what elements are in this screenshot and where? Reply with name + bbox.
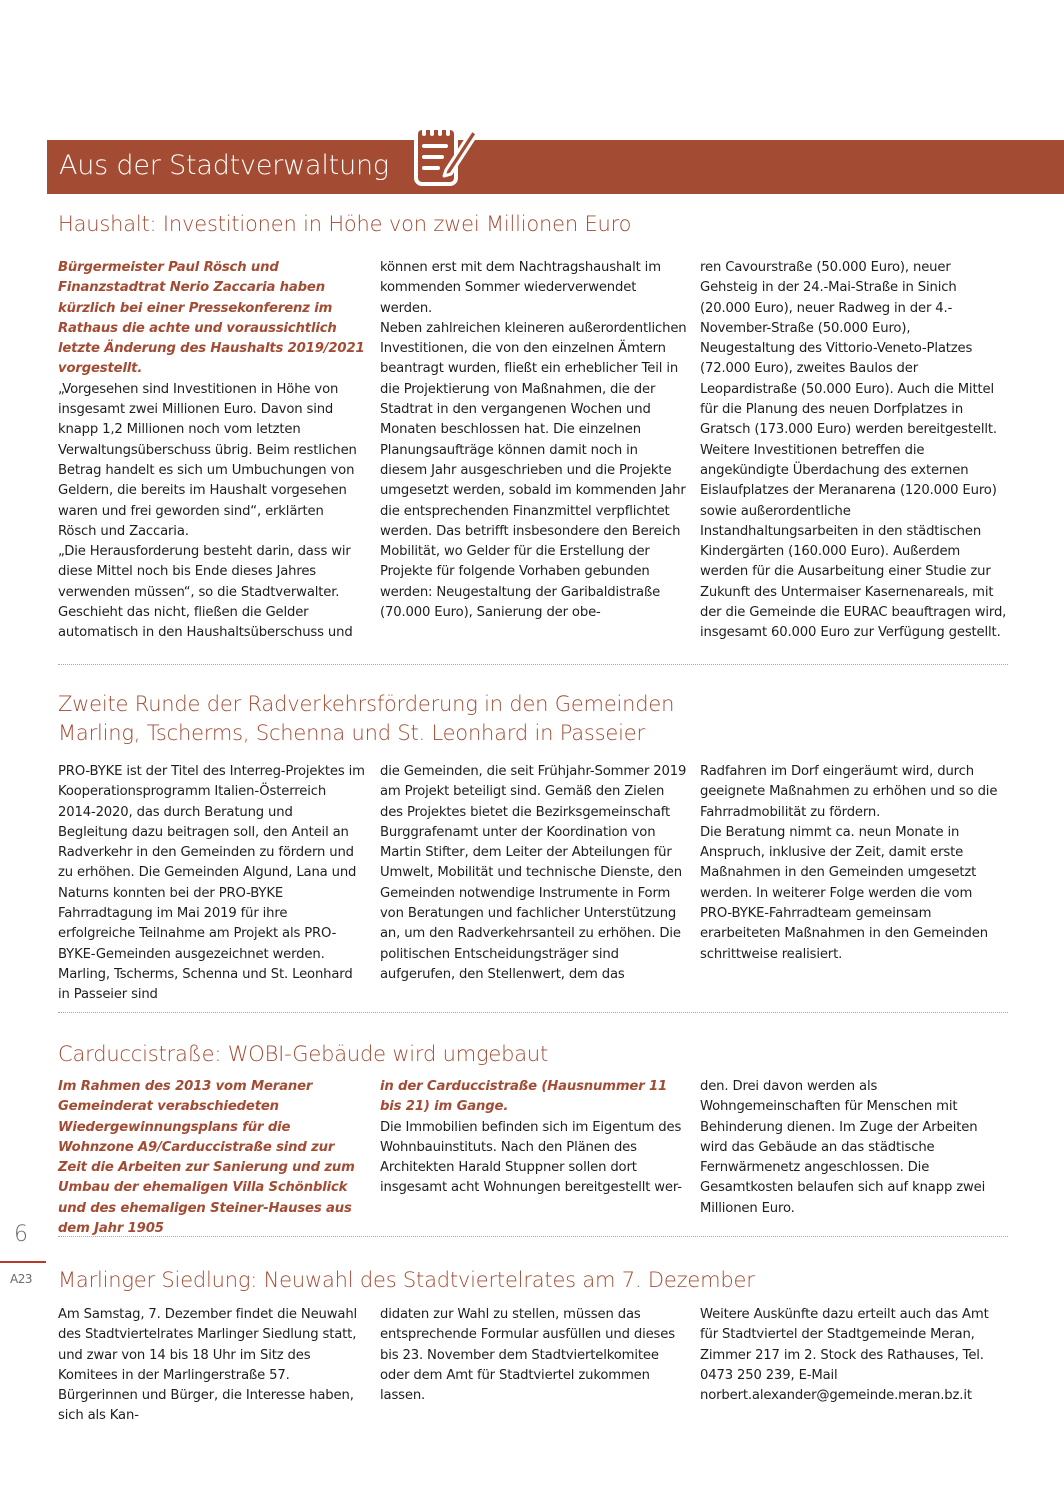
article-budget <box>58 210 1008 641</box>
article-paragraph: Radfahren im Dorf eingeräumt wird, durch geeignete Maßnahmen zu erhöhen und so die Fahrradmobilität zu fördern. <box>700 764 998 820</box>
article-column <box>700 1305 1008 1406</box>
article-column <box>700 258 1008 644</box>
article-paragraph: ren Cavourstraße (50.000 Euro), neuer Gehsteig in der 24.-Mai-Straße in Sinich (20.000 Euro), neuer Radweg in der 4.-November-Straße (50.000 Euro), Neugestaltung des Vittorio-Veneto-Platzes (72.000 Euro), zweites Baulos der Leopardistraße (50.000 Euro). Auch die Mittel für die Planung des neuen Dorfplatzes in Gratsch (173.000 Euro) werden bereitgestellt. Weitere Investitionen betreffen die angekündigte Überdachung des externen Eislaufplatzes der Meranarena (120.000 Euro) sowie außerordentliche Instandhaltungsarbeiten in den städtischen Kindergärten (160.000 Euro). Außerdem werden für die Ausarbeitung einer Studie zur Zukunft des Untermaiser Kasernenareals, mit der die Gemeinde die EURAC beauftragen wird, insgesamt 60.000 Euro zur Verfügung gestellt. <box>700 260 1007 641</box>
page-code: A23 <box>10 1272 32 1286</box>
section-banner <box>47 140 1064 194</box>
article-paragraph: Am Samstag, 7. Dezember findet die Neuwahl des Stadtviertelrates Marlinger Siedlung statt, und zwar von 14 bis 18 Uhr im Sitz des Komitees in der Marlingerstraße 57. Bürgerinnen und Bürger, die Interesse haben, sich als Kan- <box>58 1307 358 1424</box>
notepad-pencil-icon <box>410 112 480 192</box>
article-lead: in der Carduccistraße (Hausnummer 11 bis 21) im Gange. <box>380 1079 668 1115</box>
divider <box>58 1012 1008 1013</box>
article-title <box>58 690 1008 748</box>
article-title-line: Zweite Runde der Radverkehrsförderung in den Gemeinden <box>58 692 675 716</box>
article-paragraph: Weitere Auskünfte dazu erteilt auch das Amt für Stadtviertel der Stadtgemeinde Meran, Zimmer 217 im 2. Stock des Rathauses, Tel. 0473 250 239, E-Mail norbert.alexander@gemeinde.meran.bz.it <box>700 1307 989 1404</box>
article-lead: Im Rahmen des 2013 vom Meraner Gemeinderat verabschiedeten Wiedergewinnungsplans für die Wohnzone A9/Carduccistraße sind zur Zeit die Arbeiten zur Sanierung und zum Umbau der ehemaligen Villa Schönblick und des ehemaligen Steiner-Hauses aus dem Jahr 1905 <box>58 1079 355 1237</box>
article-election <box>58 1266 1008 1424</box>
article-column <box>58 1077 366 1239</box>
article-column <box>58 258 366 644</box>
article-title: Haushalt: Investitionen in Höhe von zwei Millionen Euro <box>58 212 632 236</box>
article-paragraph: den. Drei davon werden als Wohngemeinschaften für Menschen mit Behinderung dienen. Im Zuge der Arbeiten wird das Gebäude an das städtische Fernwärmenetz angeschlossen. Die Gesamtkosten belaufen sich auf knapp zwei Millionen Euro. <box>700 1079 986 1216</box>
article-column <box>58 1305 366 1427</box>
article-column <box>380 762 688 985</box>
article-paragraph: Die Beratung nimmt ca. neun Monate in Anspruch, inklusive der Zeit, damit erste Maßnahmen in den Gemeinden umgesetzt werden. In weiterer Folge werden die vom PRO-BYKE-Fahrradteam gemeinsam erarbeiteten Maßnahmen in den Gemeinden schrittweise realisiert. <box>700 824 988 962</box>
article-wobi <box>58 1040 1008 1237</box>
article-paragraph: die Gemeinden, die seit Frühjahr-Sommer 2019 am Projekt beteiligt sind. Gemäß den Zielen des Projektes bietet die Bezirksgemeinschaft Burggrafenamt unter der Koordination von Martin Stifter, dem Leiter der Abteilungen für Umwelt, Mobilität und technische Dienste, den Gemeinden notwendige Instrumente in Form von Beratungen und fachlicher Unterstützung an, um den Radverkehrsanteil zu erhöhen. Die politischen Entscheidungsträger sind aufgerufen, den Stellenwert, dem das <box>380 764 687 982</box>
article-column <box>380 1305 688 1406</box>
section-title: Aus der Stadtverwaltung <box>59 150 389 181</box>
divider <box>58 1236 1008 1237</box>
article-title-line: Marling, Tscherms, Schenna und St. Leonhard in Passeier <box>58 721 645 745</box>
article-paragraph: PRO-BYKE ist der Titel des Interreg-Projektes im Kooperationsprogramm Italien-Österreich 2014-2020, das durch Beratung und Begleitung dazu beitragen soll, den Anteil an Radverkehr in den Gemeinden zu fördern und zu erhöhen. Die Gemeinden Algund, Lana und Naturns konnten bei der PRO-BYKE Fahrradtagung im Mai 2019 für ihre erfolgreiche Teilnahme am Projekt als PRO-BYKE-Gemeinden ausgezeichnet werden. Marling, Tscherms, Schenna und St. Leonhard in Passeier sind <box>58 764 365 1003</box>
article-cycling <box>58 690 1008 1003</box>
divider <box>58 664 1008 665</box>
article-paragraph: „Die Herausforderung besteht darin, dass wir diese Mittel noch bis Ende dieses Jahres verwenden müssen“, so die Stadtverwalter. Geschieht das nicht, fließen die Gelder automatisch in den Haushaltsüberschuss und <box>58 544 353 641</box>
page-number: 6 <box>14 1222 28 1247</box>
article-title: Marlinger Siedlung: Neuwahl des Stadtviertelrates am 7. Dezember <box>58 1268 755 1292</box>
article-paragraph: können erst mit dem Nachtragshaushalt im kommenden Sommer wiederverwendet werden. <box>380 260 661 316</box>
article-lead: Bürgermeister Paul Rösch und Finanzstadtrat Nerio Zaccaria haben kürzlich bei einer Pressekonferenz im Rathaus die achte und voraussichtlich letzte Änderung des Haushalts 2019/2021 vorgestellt. <box>58 260 365 377</box>
article-column <box>58 762 366 1006</box>
article-paragraph: didaten zur Wahl zu stellen, müssen das entsprechende Formular ausfüllen und dieses bis 23. November dem Stadtviertelkomitee oder dem Amt für Stadtviertel zukommen lassen. <box>380 1307 675 1404</box>
article-column <box>700 762 1008 965</box>
page-marker-rule <box>0 1261 46 1263</box>
article-column <box>700 1077 1008 1219</box>
article-paragraph: Neben zahlreichen kleineren außerordentlichen Investitionen, die von den einzelnen Ämtern beantragt wurden, fließt ein erheblicher Teil in die Projektierung von Maßnahmen, die der Stadtrat in den vergangenen Wochen und Monaten beschlossen hat. Die einzelnen Planungsaufträge können damit noch in diesem Jahr ausgeschrieben und die Projekte umgesetzt werden, sobald im kommenden Jahr die entsprechenden Finanzmittel verpflichtet werden. Das betrifft insbesondere den Bereich Mobilität, wo Gelder für die Erstellung der Projekte für folgende Vorhaben gebunden werden: Neugestaltung der Garibaldistraße (70.000 Euro), Sanierung der obe- <box>380 320 687 621</box>
article-title: Carduccistraße: WOBI-Gebäude wird umgebaut <box>58 1042 549 1066</box>
article-paragraph: „Vorgesehen sind Investitionen in Höhe von insgesamt zwei Millionen Euro. Davon sind knapp 1,2 Millionen noch vom letzten Verwaltungsüberschuss übrig. Beim restlichen Betrag handelt es sich um Umbuchungen von Geldern, die bereits im Haushalt vorgesehen waren und frei geworden sind“, erklärten Rösch und Zaccaria. <box>58 381 357 539</box>
article-column <box>380 258 688 623</box>
article-paragraph: Die Immobilien befinden sich im Eigentum des Wohnbauinstituts. Nach den Plänen des Architekten Harald Stuppner sollen dort insgesamt acht Wohnungen bereitgestellt wer- <box>380 1119 682 1196</box>
article-column <box>380 1077 688 1199</box>
